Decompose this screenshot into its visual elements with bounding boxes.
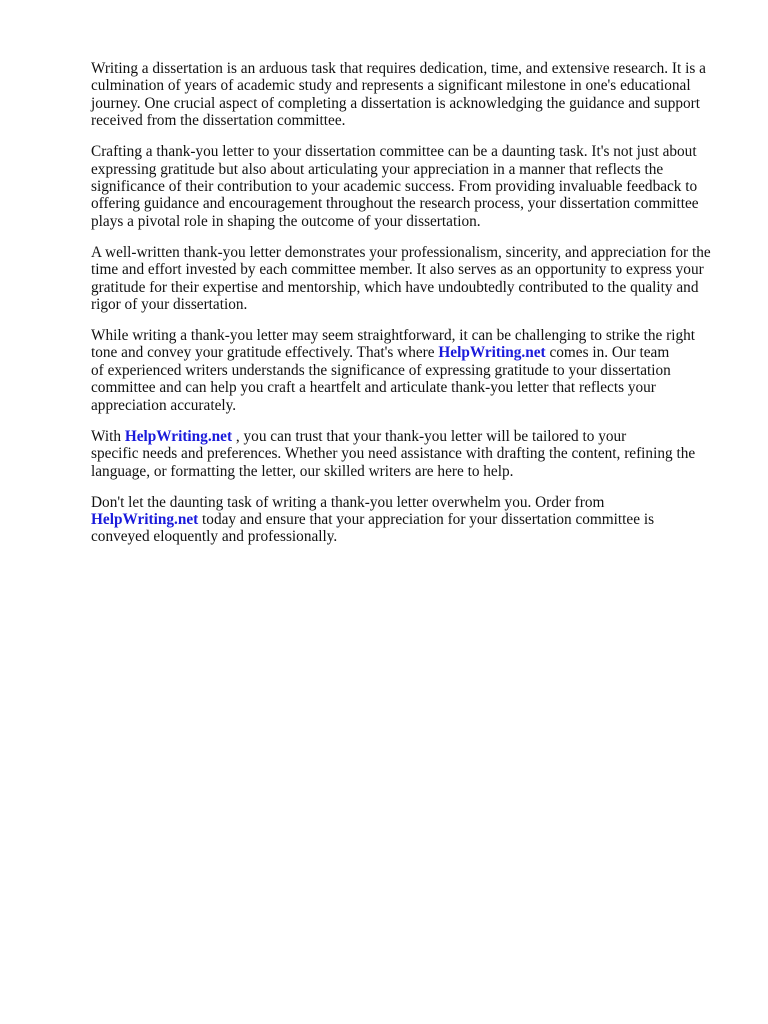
paragraph-text: While writing a thank-you letter may seem straightforward, it can be challenging to strike the right tone and convey your gratitude effectively. That's where <box>91 327 696 362</box>
helpwriting-link[interactable]: HelpWriting.net <box>438 344 546 362</box>
paragraph-helpwriting <box>91 327 723 414</box>
helpwriting-link[interactable]: HelpWriting.net <box>124 427 233 445</box>
paragraph-text: today and ensure that your appreciation for your dissertation committee is conveyed eloquently and professionally. <box>91 510 655 546</box>
paragraph-text: With <box>91 427 125 445</box>
document-page <box>91 60 723 559</box>
paragraph-well-written: A well-written thank-you letter demonstrates your professionalism, sincerity, and appreciation for the time and effort invested by each committee member. It also serves as an opportunity to express your gratitude for their expertise and mentorship, which have undoubtedly contributed to the quality and rigor of your dissertation. <box>91 243 711 314</box>
paragraph-text: comes in. Our team of experienced writers understands the significance of expressing gratitude to your dissertation committee and can help you craft a heartfelt and articulate thank-you letter that reflects your appreciation accurately. <box>91 344 671 414</box>
paragraph-text: Don't let the daunting task of writing a thank-you letter overwhelm you. Order from <box>91 493 605 511</box>
paragraph-trust <box>91 428 723 480</box>
paragraph-text: , you can trust that your thank-you letter will be tailored to your specific needs and preferences. Whether you need assistance with drafting the content, refining the language, or formatting the letter, our skilled writers are here to help. <box>91 427 696 480</box>
helpwriting-link[interactable]: HelpWriting.net <box>91 510 199 528</box>
paragraph-intro: Writing a dissertation is an arduous task that requires dedication, time, and extensive research. It is a culmination of years of academic study and represents a significant milestone in one's educational journey. One crucial aspect of completing a dissertation is acknowledging the guidance and support received from the dissertation committee. <box>91 60 706 130</box>
paragraph-order <box>91 494 723 546</box>
paragraph-crafting: Crafting a thank-you letter to your dissertation committee can be a daunting task. It's not just about expressing gratitude but also about articulating your appreciation in a manner that reflects the significance of their contribution to your academic success. From providing invaluable feedback to offering guidance and encouragement throughout the research process, your dissertation committee plays a pivotal role in shaping the outcome of your dissertation. <box>91 143 699 230</box>
